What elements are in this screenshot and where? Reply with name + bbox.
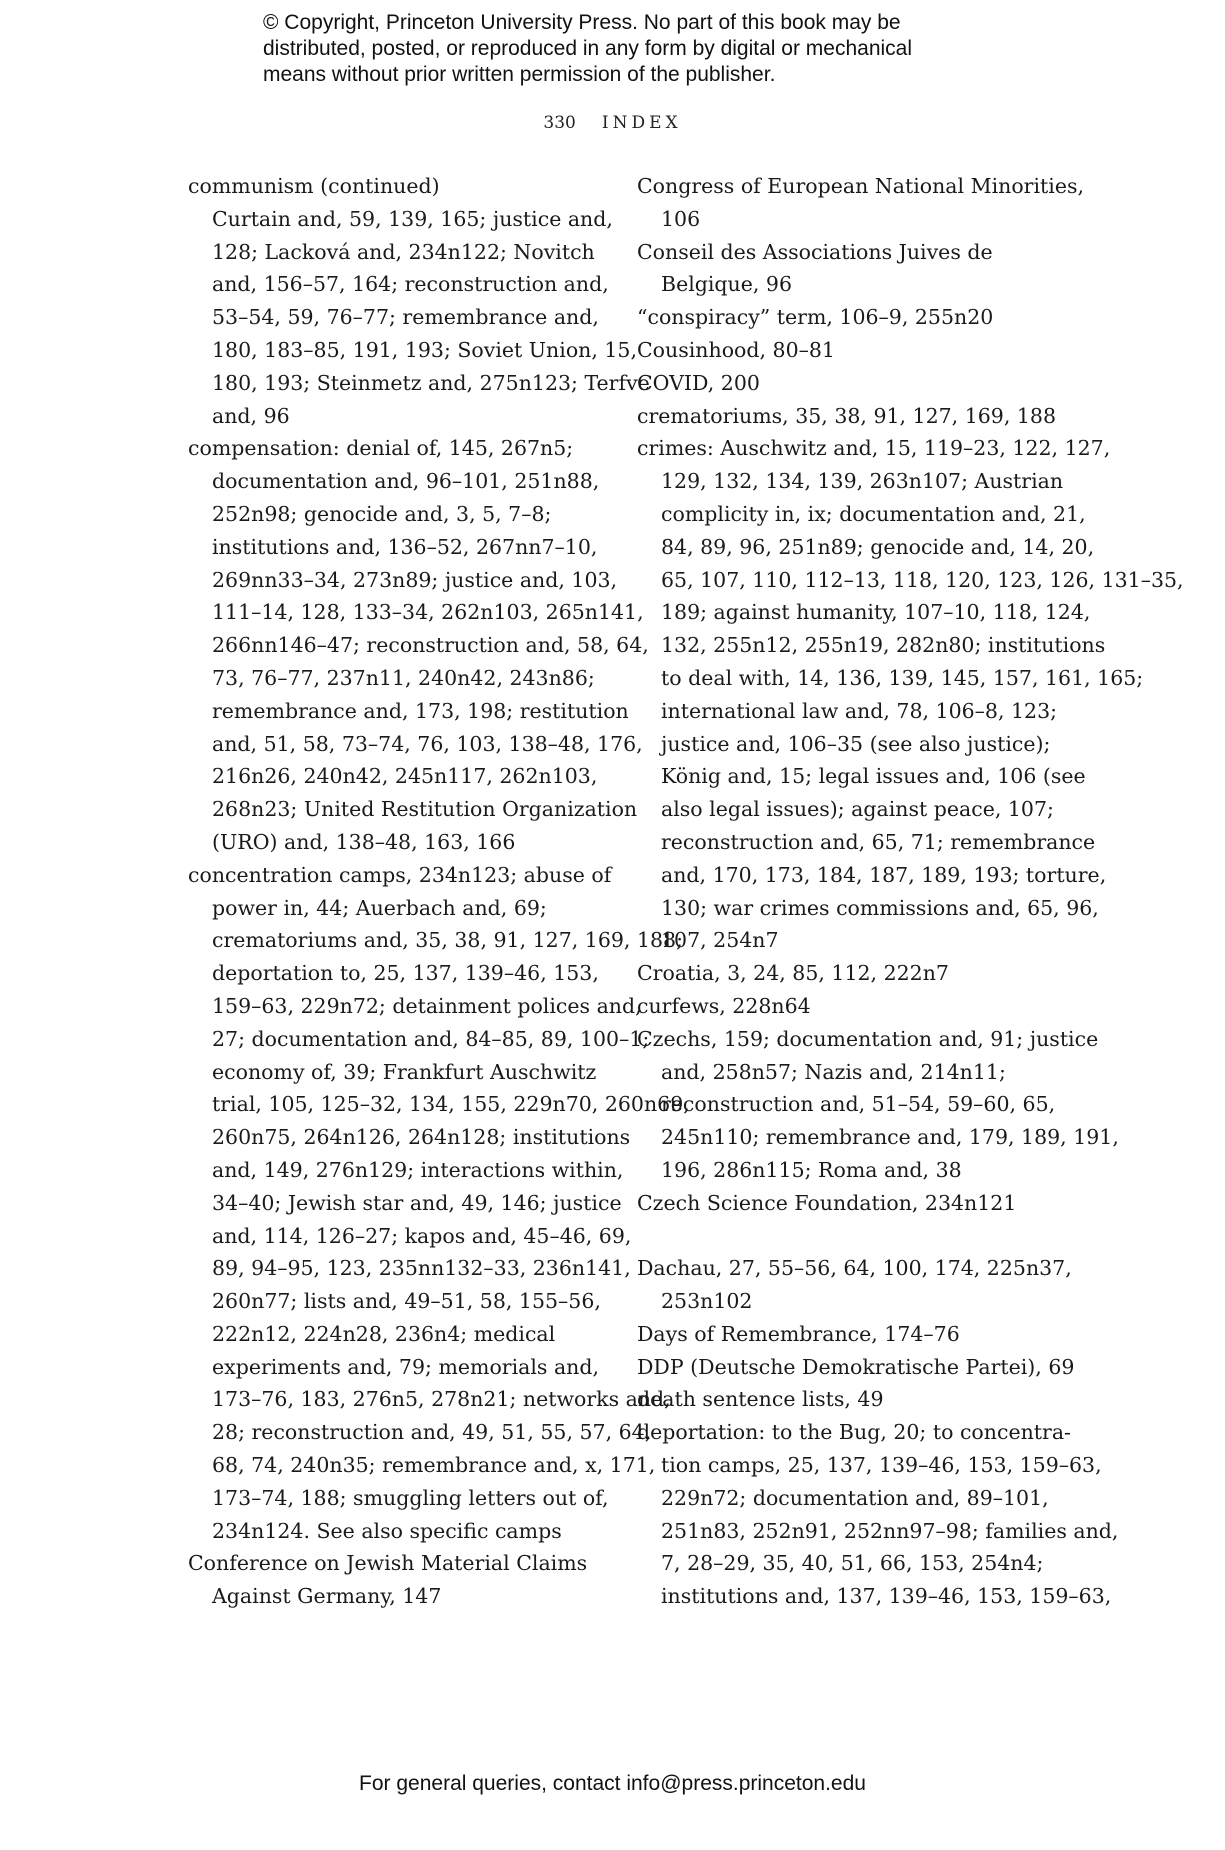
index-entry-continuation: Curtain and, 59, 139, 165; justice and, — [212, 206, 613, 231]
index-entry — [188, 1547, 620, 1613]
index-entry — [637, 1187, 1067, 1220]
index-entry — [637, 1023, 1119, 1187]
index-entry — [637, 990, 1067, 1023]
footer-contact: For general queries, contact info@press.princeton.edu — [359, 1772, 866, 1795]
index-entry-continuation: 229n72; documentation and, 89–101, — [661, 1485, 1049, 1510]
index-entry-continuation: 89, 94–95, 123, 235nn132–33, 236n141, — [212, 1256, 631, 1281]
index-entry-continuation: economy of, 39; Frankfurt Auschwitz — [212, 1059, 597, 1084]
index-entry-continuation: 234n124. See also specific camps — [212, 1518, 562, 1543]
index-entry-continuation: reconstruction and, 65, 71; remembrance — [661, 829, 1096, 854]
index-entry-continuation: 173–76, 183, 276n5, 278n21; networks and, — [212, 1387, 671, 1412]
index-entry — [637, 367, 1067, 400]
index-entry-continuation: also legal issues); against peace, 107; — [661, 797, 1054, 822]
index-entry-continuation: 107, 254n7 — [661, 928, 779, 953]
index-entry-continuation: and, 170, 173, 184, 187, 189, 193; torture, — [661, 862, 1107, 887]
index-entry — [637, 1318, 1067, 1351]
index-entry-continuation: 268n23; United Restitution Organization — [212, 797, 638, 822]
copyright-line: © Copyright, Princeton University Press. No part of this book may be — [263, 11, 901, 34]
index-entry-continuation: trial, 105, 125–32, 134, 155, 229n70, 260n69, — [212, 1092, 690, 1117]
index-entry — [637, 301, 1067, 334]
index-entry-continuation: 173–74, 188; smuggling letters out of, — [212, 1485, 609, 1510]
copyright-notice — [263, 10, 1023, 88]
index-entry-continuation: (URO) and, 138–48, 163, 166 — [212, 829, 516, 854]
index-entry-continuation: 252n98; genocide and, 3, 5, 7–8; — [212, 501, 552, 526]
index-entry-continuation: 53–54, 59, 76–77; remembrance and, — [212, 305, 599, 330]
index-entry — [637, 1383, 1067, 1416]
index-entry — [637, 236, 1067, 302]
index-entry-continuation: 65, 107, 110, 112–13, 118, 120, 123, 126, 131–35, — [661, 567, 1184, 592]
index-entry-continuation: 196, 286n115; Roma and, 38 — [661, 1157, 962, 1182]
index-entry-continuation: complicity in, ix; documentation and, 21, — [661, 501, 1086, 526]
index-entry-continuation: international law and, 78, 106–8, 123; — [661, 698, 1058, 723]
index-entry — [637, 334, 1067, 367]
running-head-title: INDEX — [601, 113, 682, 133]
index-entry-continuation: 189; against humanity, 107–10, 118, 124, — [661, 600, 1091, 625]
index-entry-continuation: Against Germany, 147 — [212, 1584, 442, 1609]
index-entry-heading: Czech Science Foundation, 234n121 — [637, 1190, 1017, 1215]
index-entry-continuation: and, 96 — [212, 403, 290, 428]
index-entry-continuation: and, 156–57, 164; reconstruction and, — [212, 272, 609, 297]
index-column-right — [637, 170, 1184, 1613]
index-entry-heading: Conseil des Associations Juives de — [637, 239, 993, 264]
index-entry-heading: “conspiracy” term, 106–9, 255n20 — [637, 305, 994, 330]
index-entry-continuation: 73, 76–77, 237n11, 240n42, 243n86; — [212, 665, 595, 690]
index-entry — [188, 170, 650, 432]
index-entry-continuation: 130; war crimes commissions and, 65, 96, — [661, 895, 1099, 920]
index-entry-continuation: tion camps, 25, 137, 139–46, 153, 159–63, — [661, 1453, 1102, 1478]
index-entry-continuation: 180, 193; Steinmetz and, 275n123; Terfve — [212, 370, 650, 395]
page-number: 330 — [543, 113, 576, 133]
index-entry-heading: COVID, 200 — [637, 370, 760, 395]
index-entry — [637, 1351, 1075, 1384]
copyright-line: means without prior written permission of the publisher. — [263, 63, 776, 86]
index-entry-continuation: 253n102 — [661, 1289, 753, 1314]
index-entry-heading: Croatia, 3, 24, 85, 112, 222n7 — [637, 961, 949, 986]
index-entry-continuation: 251n83, 252n91, 252nn97–98; families and, — [661, 1518, 1119, 1543]
index-entry-continuation: 245n110; remembrance and, 179, 189, 191, — [661, 1125, 1119, 1150]
index-entry-heading: crematoriums, 35, 38, 91, 127, 169, 188 — [637, 403, 1057, 428]
index-entry-heading: deportation: to the Bug, 20; to concentra- — [637, 1420, 1071, 1445]
index-entry-heading: curfews, 228n64 — [637, 993, 811, 1018]
index-entry-continuation: 159–63, 229n72; detainment polices and, — [212, 993, 642, 1018]
index-entry-continuation: and, 149, 276n129; interactions within, — [212, 1157, 624, 1182]
index-entry-heading: concentration camps, 234n123; abuse of — [188, 862, 612, 887]
index-entry-continuation: Belgique, 96 — [661, 272, 793, 297]
index-entry-continuation: 129, 132, 134, 139, 263n107; Austrian — [661, 469, 1064, 494]
index-entry — [637, 1416, 1119, 1613]
index-entry-continuation: 260n75, 264n126, 264n128; institutions — [212, 1125, 631, 1150]
index-entry-heading: communism (continued) — [188, 174, 440, 198]
index-entry-continuation: deportation to, 25, 137, 139–46, 153, — [212, 961, 599, 986]
index-entry — [637, 957, 1067, 990]
index-entry-heading: Cousinhood, 80–81 — [637, 337, 835, 362]
running-head — [0, 113, 1225, 133]
index-entry — [637, 170, 1084, 236]
index-entry — [637, 432, 1184, 957]
index-entry — [188, 859, 690, 1548]
index-entry-continuation: and, 114, 126–27; kapos and, 45–46, 69, — [212, 1223, 632, 1248]
index-entry-continuation: 266nn146–47; reconstruction and, 58, 64, — [212, 633, 649, 658]
index-entry-heading: Dachau, 27, 55–56, 64, 100, 174, 225n37, — [637, 1256, 1072, 1281]
index-entry-continuation: 111–14, 128, 133–34, 262n103, 265n141, — [212, 600, 644, 625]
index-entry-continuation: 132, 255n12, 255n19, 282n80; institutions — [661, 633, 1106, 658]
index-entry-continuation: 128; Lacková and, 234n122; Novitch — [212, 239, 595, 264]
index-entry-continuation: remembrance and, 173, 198; restitution — [212, 698, 629, 723]
index-entry-continuation: 180, 183–85, 191, 193; Soviet Union, 15, — [212, 337, 637, 362]
index-entry-heading: Days of Remembrance, 174–76 — [637, 1321, 960, 1346]
index-entry — [637, 400, 1067, 433]
index-entry-continuation: institutions and, 136–52, 267nn7–10, — [212, 534, 598, 559]
index-entry-continuation: reconstruction and, 51–54, 59–60, 65, — [661, 1092, 1056, 1117]
index-entry-continuation: 28; reconstruction and, 49, 51, 55, 57, 64, — [212, 1420, 652, 1445]
section-break — [637, 1220, 1067, 1253]
index-entry-continuation: 260n77; lists and, 49–51, 58, 155–56, — [212, 1289, 601, 1314]
index-entry-continuation: 68, 74, 240n35; remembrance and, x, 171, — [212, 1453, 656, 1478]
index-entry-continuation: and, 51, 58, 73–74, 76, 103, 138–48, 176, — [212, 731, 643, 756]
index-entry — [188, 432, 649, 858]
index-entry-continuation: documentation and, 96–101, 251n88, — [212, 469, 600, 494]
index-entry-continuation: to deal with, 14, 136, 139, 145, 157, 161, 165; — [661, 665, 1144, 690]
index-entry-continuation: 216n26, 240n42, 245n117, 262n103, — [212, 764, 598, 789]
index-entry-continuation: 106 — [661, 206, 701, 231]
index-entry-heading: DDP (Deutsche Demokratische Partei), 69 — [637, 1354, 1075, 1379]
index-entry-continuation: experiments and, 79; memorials and, — [212, 1354, 600, 1379]
copyright-line: distributed, posted, or reproduced in any form by digital or mechanical — [263, 37, 913, 60]
index-entry-continuation: 269nn33–34, 273n89; justice and, 103, — [212, 567, 618, 592]
index-entry-continuation: 34–40; Jewish star and, 49, 146; justice — [212, 1190, 622, 1215]
index-entry-heading: Czechs, 159; documentation and, 91; justice — [637, 1026, 1099, 1051]
index-entry-heading: Conference on Jewish Material Claims — [188, 1551, 588, 1576]
index-entry-continuation: justice and, 106–35 (see also justice); — [661, 731, 1051, 756]
index-entry-continuation: power in, 44; Auerbach and, 69; — [212, 895, 547, 920]
index-entry-continuation: 84, 89, 96, 251n89; genocide and, 14, 20, — [661, 534, 1095, 559]
index-entry-continuation: crematoriums and, 35, 38, 91, 127, 169, 188; — [212, 928, 683, 953]
index-entry-heading: crimes: Auschwitz and, 15, 119–23, 122, 127, — [637, 436, 1111, 461]
index-entry — [637, 1252, 1072, 1318]
index-entry-continuation: 27; documentation and, 84–85, 89, 100–1; — [212, 1026, 650, 1051]
index-entry-continuation: and, 258n57; Nazis and, 214n11; — [661, 1059, 1006, 1084]
index-entry-continuation: 7, 28–29, 35, 40, 51, 66, 153, 254n4; — [661, 1551, 1044, 1576]
index-entry-heading: death sentence lists, 49 — [637, 1387, 884, 1412]
index-entry-continuation: institutions and, 137, 139–46, 153, 159–63, — [661, 1584, 1112, 1609]
index-entry-heading: Congress of European National Minorities, — [637, 174, 1084, 198]
index-entry-continuation: 222n12, 224n28, 236n4; medical — [212, 1321, 556, 1346]
index-entry-continuation: König and, 15; legal issues and, 106 (see — [661, 764, 1086, 789]
index-entry-heading: compensation: denial of, 145, 267n5; — [188, 436, 574, 461]
